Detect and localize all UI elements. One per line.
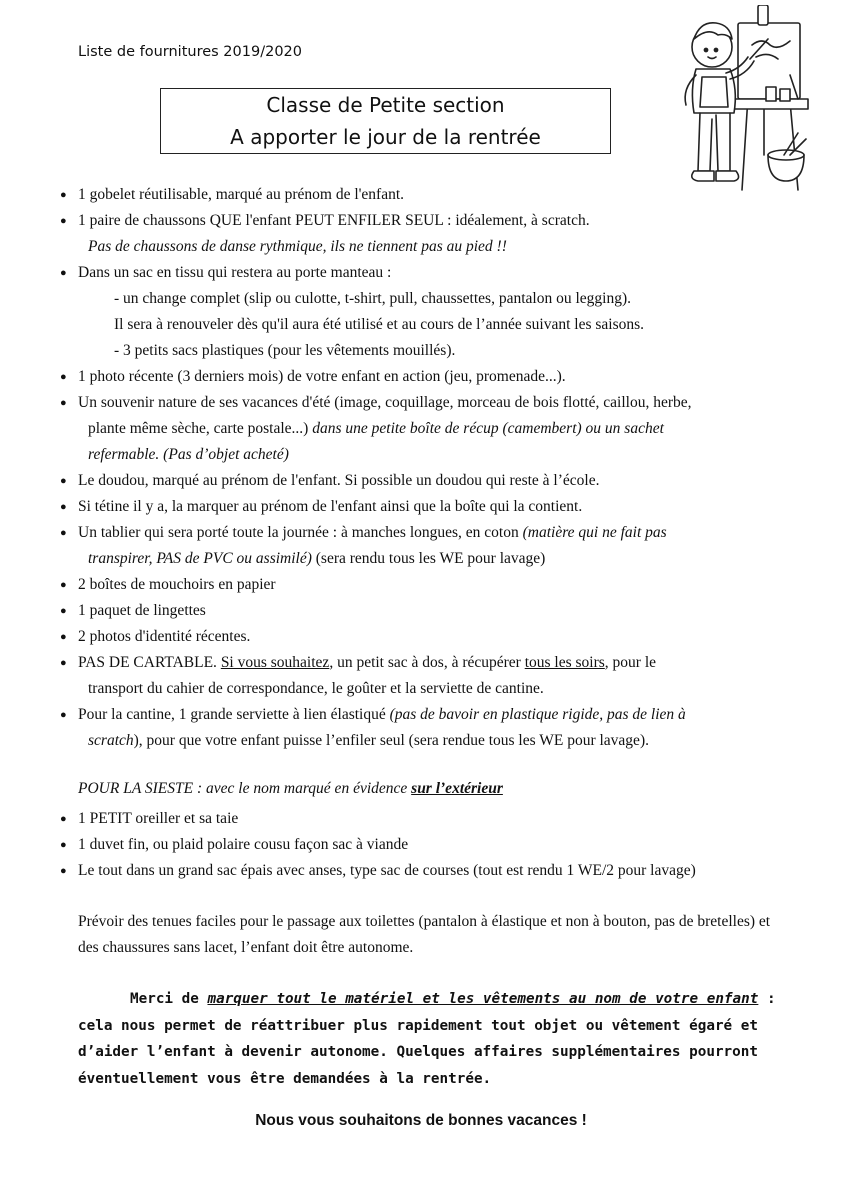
merci-paragraph xyxy=(78,986,778,1092)
item-text: 1 paire de chaussons QUE l'enfant PEUT ENFILER SEUL : idéalement, à scratch. xyxy=(78,212,590,229)
item-continuation: transport du cahier de correspondance, le goûter et la serviette de cantine. xyxy=(88,680,544,697)
item-text: 2 boîtes de mouchoirs en papier xyxy=(78,576,276,593)
item-continuation xyxy=(78,416,778,442)
list-item-mouchoirs xyxy=(58,572,778,598)
bullet-icon: ● xyxy=(60,371,67,383)
list-item-souvenir xyxy=(58,390,778,468)
list-item-gobelet xyxy=(58,182,778,208)
list-item-photo xyxy=(58,364,778,390)
list-item-doudou xyxy=(58,468,778,494)
bullet-icon: ● xyxy=(60,501,67,513)
item-text: Un tablier qui sera porté toute la journée : à manches longues, en coton xyxy=(78,524,519,541)
supplies-list xyxy=(58,182,778,754)
item-subline: - 3 petits sacs plastiques (pour les vêtements mouillés). xyxy=(114,342,456,359)
merci-text: Merci de xyxy=(130,991,199,1007)
sieste-list xyxy=(58,806,778,884)
item-italic: refermable. (Pas d’objet acheté) xyxy=(88,446,289,463)
item-underlined: Si vous souhaitez xyxy=(220,654,330,671)
merci-text: : cela nous permet de réattribuer plus rapidement tout objet ou vêtement égaré et d’aider l’enfant à devenir autonome. Quelques affaires supplémentaires pourront éventuellement vous être demandées à la rentrée. xyxy=(78,991,776,1087)
item-italic: (pas de bavoir en plastique rigide, pas de lien à xyxy=(389,706,686,723)
item-text: ), pour que votre enfant puisse l’enfiler seul (sera rendue tous les WE pour lavage). xyxy=(133,732,649,749)
bullet-icon: ● xyxy=(60,813,67,825)
bullet-icon: ● xyxy=(60,579,67,591)
document-header-title: Liste de fournitures 2019/2020 xyxy=(78,44,302,60)
item-text: , pour le xyxy=(604,654,657,671)
item-text: 1 duvet fin, ou plaid polaire cousu façon sac à viande xyxy=(78,836,409,853)
closing-message: Nous vous souhaitons de bonnes vacances ! xyxy=(255,1112,587,1129)
item-note: Pas de chaussons de danse rythmique, ils ne tiennent pas au pied !! xyxy=(88,238,507,255)
item-underlined: tous les soirs xyxy=(524,654,605,671)
bullet-icon: ● xyxy=(60,189,67,201)
item-continuation xyxy=(78,546,778,572)
list-item-sac-tissu xyxy=(58,260,778,364)
item-italic: transpirer, PAS de PVC ou assimilé) xyxy=(88,550,312,567)
bullet-icon: ● xyxy=(60,865,67,877)
item-text: plante même sèche, carte postale...) xyxy=(88,420,309,437)
item-text: , un petit sac à dos, à récupérer xyxy=(329,654,521,671)
item-italic: scratch xyxy=(88,732,134,749)
item-text: 2 photos d'identité récentes. xyxy=(78,628,251,645)
item-text: (sera rendu tous les WE pour lavage) xyxy=(315,550,546,567)
bullet-icon: ● xyxy=(60,527,67,539)
list-item-oreiller xyxy=(58,806,778,832)
list-item-duvet xyxy=(58,832,778,858)
bullet-icon: ● xyxy=(60,605,67,617)
title-line-class: Classe de Petite section xyxy=(266,93,505,117)
sieste-heading-underlined: sur l’extérieur xyxy=(411,780,503,797)
item-text: Le doudou, marqué au prénom de l'enfant. Si possible un doudou qui reste à l’école. xyxy=(78,472,600,489)
item-text: Dans un sac en tissu qui restera au porte manteau : xyxy=(78,264,392,281)
list-item-cartable xyxy=(58,650,778,702)
sieste-heading xyxy=(78,780,503,798)
bullet-icon: ● xyxy=(60,397,67,409)
item-text: Le tout dans un grand sac épais avec anses, type sac de courses (tout est rendu 1 WE/2 pour lavage) xyxy=(78,862,696,879)
item-text: 1 photo récente (3 derniers mois) de votre enfant en action (jeu, promenade...). xyxy=(78,368,566,385)
prevoir-paragraph: Prévoir des tenues faciles pour le passage aux toilettes (pantalon à élastique et non à bouton, pas de bretelles) et des chaussures sans lacet, l’enfant doit être autonome. xyxy=(78,913,771,956)
item-italic: dans une petite boîte de récup (camembert) ou un sachet xyxy=(312,420,664,437)
list-item-lingettes xyxy=(58,598,778,624)
item-subline: - un change complet (slip ou culotte, t-shirt, pull, chaussettes, pantalon ou legging). xyxy=(114,290,631,307)
item-text: PAS DE CARTABLE. xyxy=(78,654,217,671)
bullet-icon: ● xyxy=(60,631,67,643)
sieste-heading-text: POUR LA SIESTE : avec le nom marqué en évidence xyxy=(78,780,408,797)
item-text: 1 gobelet réutilisable, marqué au prénom de l'enfant. xyxy=(78,186,405,203)
list-item-chaussons xyxy=(58,208,778,260)
item-subline: Il sera à renouveler dès qu'il aura été utilisé et au cours de l’année suivant les saisons. xyxy=(114,316,645,333)
item-italic: (matière qui ne fait pas xyxy=(522,524,667,541)
child-painting-illustration xyxy=(672,5,812,200)
list-item-photos-identite xyxy=(58,624,778,650)
merci-underlined: marquer tout le matériel et les vêtements au nom de votre enfant xyxy=(207,991,759,1007)
item-text: 1 PETIT oreiller et sa taie xyxy=(78,810,239,827)
bullet-icon: ● xyxy=(60,657,67,669)
bullet-icon: ● xyxy=(60,267,67,279)
bullet-icon: ● xyxy=(60,475,67,487)
bullet-icon: ● xyxy=(60,839,67,851)
item-text: 1 paquet de lingettes xyxy=(78,602,206,619)
title-line-instruction: A apporter le jour de la rentrée xyxy=(230,125,541,149)
list-item-grand-sac xyxy=(58,858,778,884)
title-box xyxy=(160,88,611,154)
item-text: Pour la cantine, 1 grande serviette à lien élastiqué xyxy=(78,706,386,723)
bullet-icon: ● xyxy=(60,215,67,227)
item-text: Si tétine il y a, la marquer au prénom de l'enfant ainsi que la boîte qui la contient. xyxy=(78,498,583,515)
item-text: Un souvenir nature de ses vacances d'été (image, coquillage, morceau de bois flotté, caillou, herbe, xyxy=(78,394,692,411)
list-item-tetine xyxy=(58,494,778,520)
list-item-tablier xyxy=(58,520,778,572)
item-continuation xyxy=(78,728,778,754)
bullet-icon: ● xyxy=(60,709,67,721)
list-item-cantine xyxy=(58,702,778,754)
